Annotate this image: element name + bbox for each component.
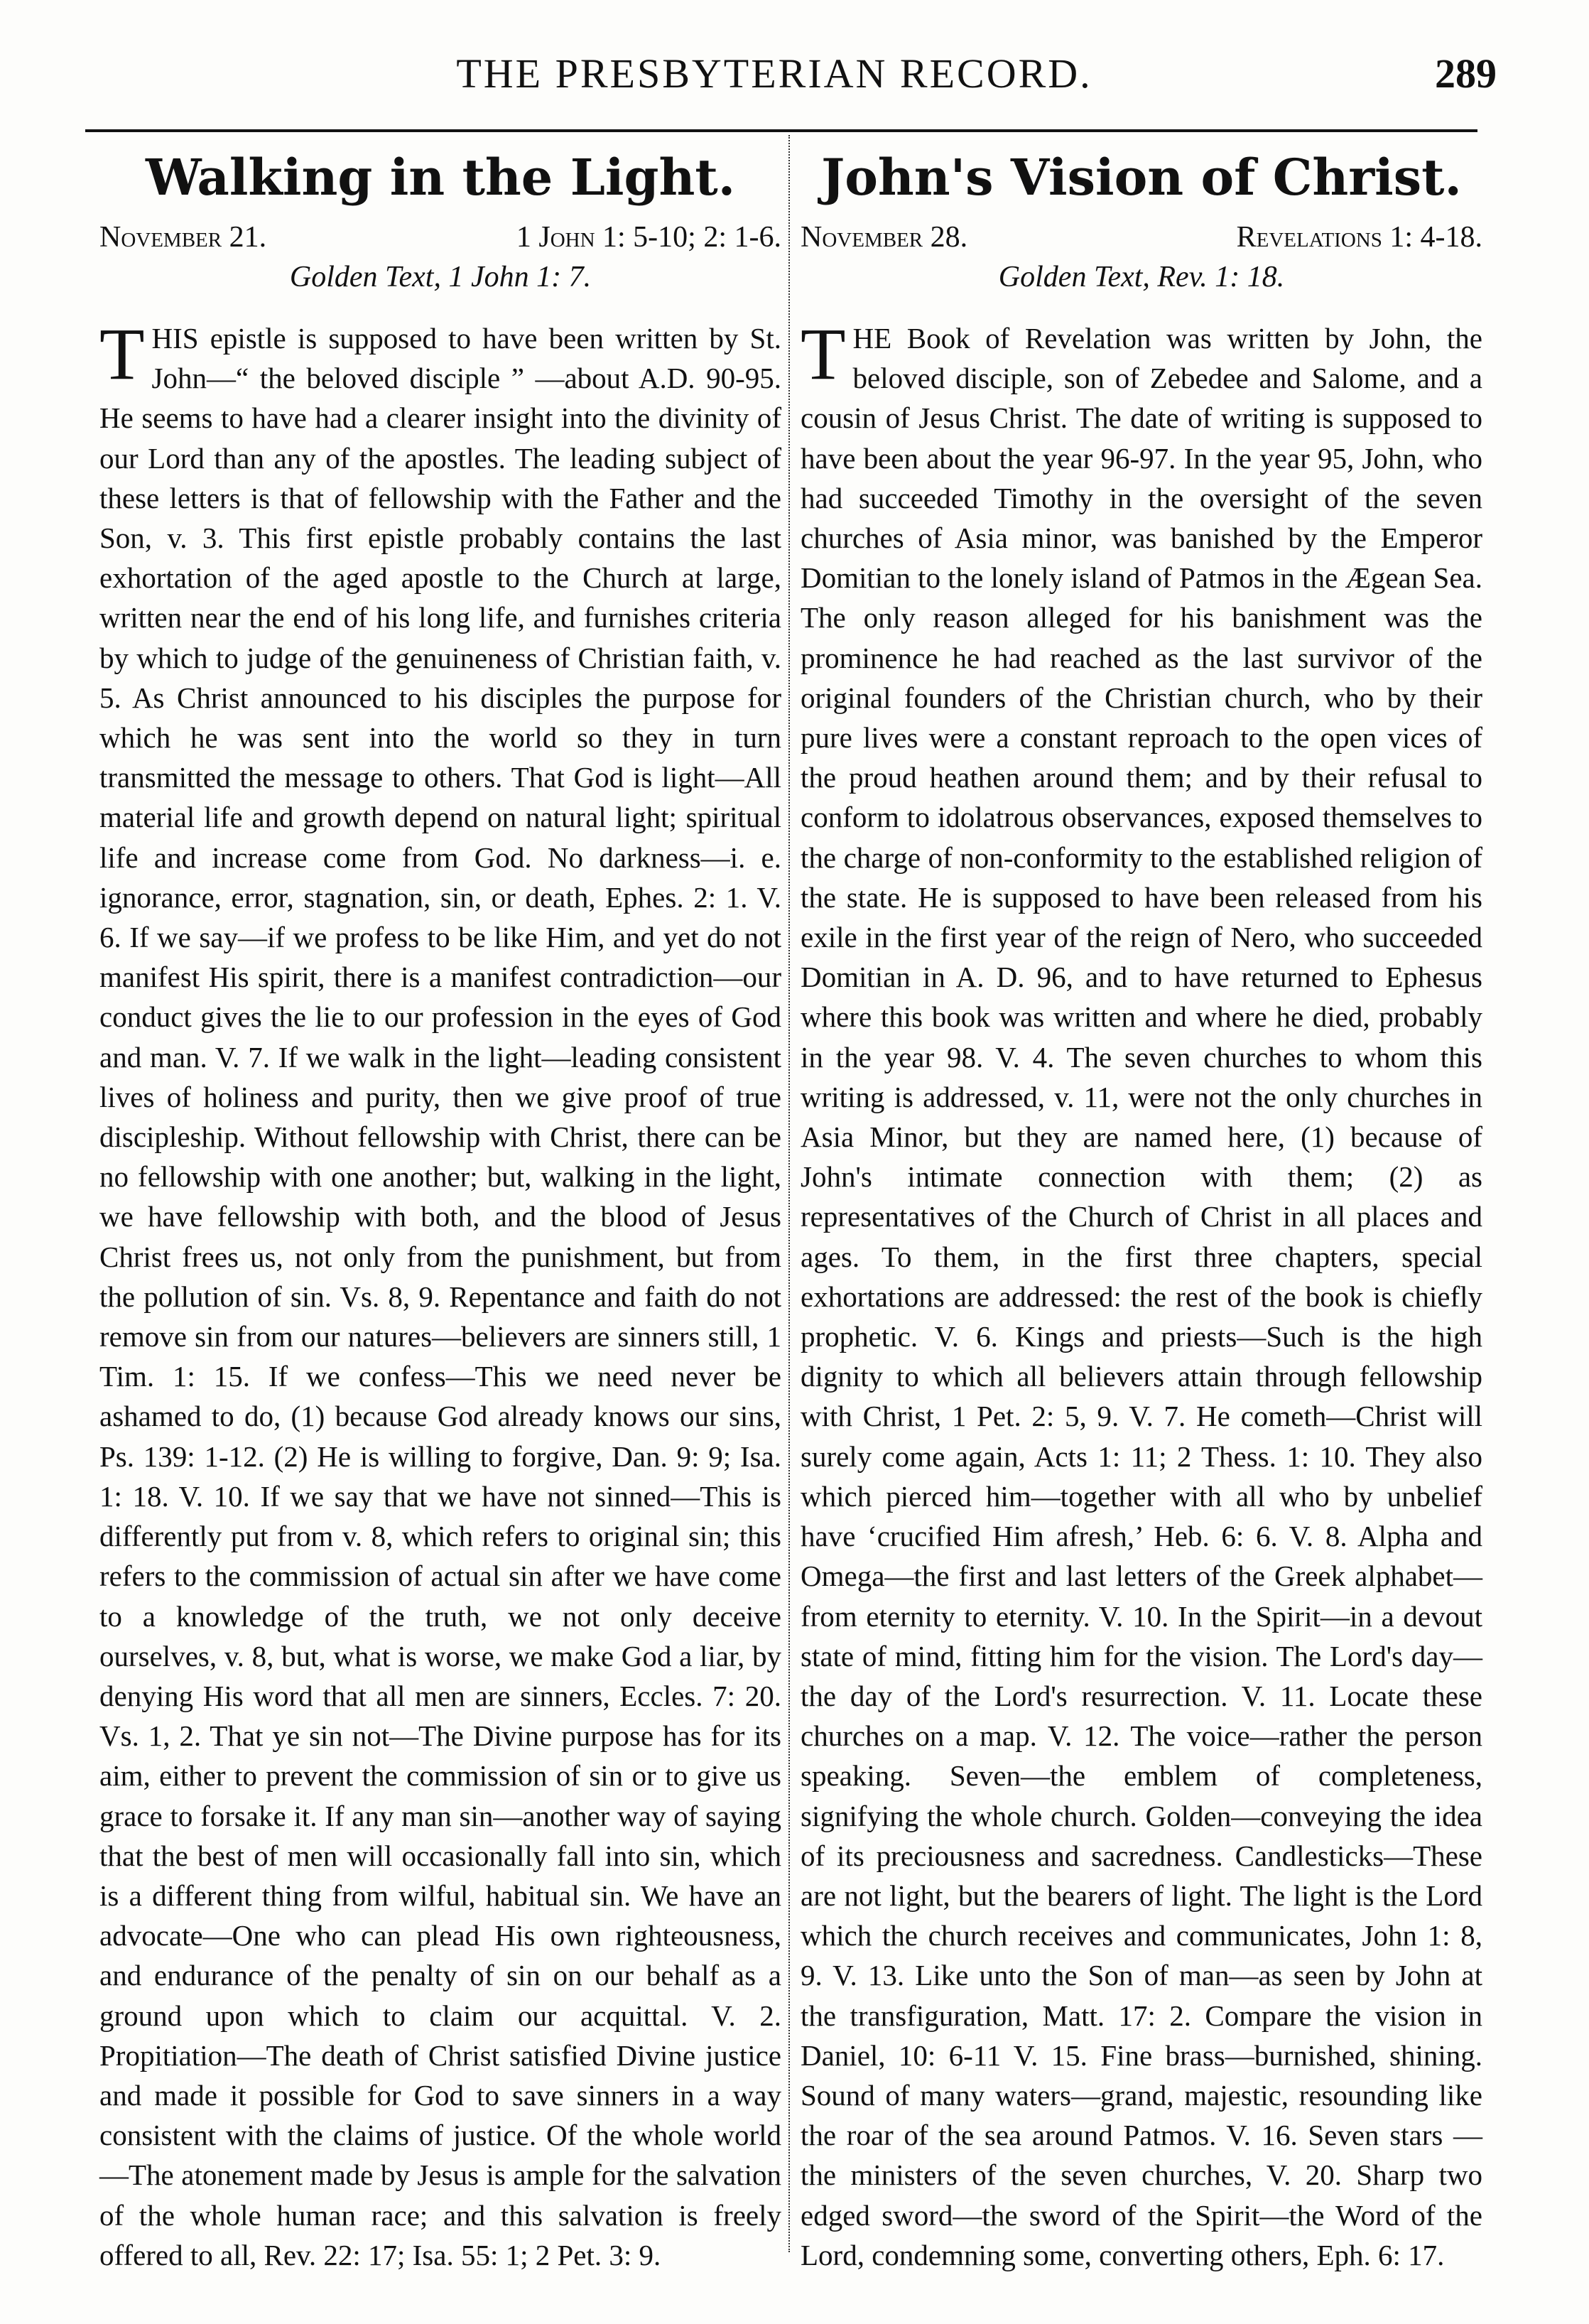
left-lesson-body bbox=[99, 313, 781, 2275]
left-reference-line bbox=[99, 217, 781, 257]
right-reference-line bbox=[801, 217, 1482, 257]
right-drop-cap: T bbox=[801, 313, 846, 395]
left-lesson-title: Walking in the Light. bbox=[145, 148, 736, 207]
left-drop-cap: T bbox=[99, 313, 145, 395]
right-golden-text: Golden Text, Rev. 1: 18. bbox=[998, 261, 1285, 293]
left-body-text: HIS epistle is supposed to have been written by St. John—“ the beloved disciple ” —about A.D. 90-95. He seems to have had a clearer insight into the divinity of our Lord than any of the apostles. The leading subject of these letters is that of fellowship with the Father and the Son, v. 3. This first epistle probably contains the last exhortation of the aged apostle to the Church at large, written near the end of his long life, and furnishes criteria by which to judge of the genuineness of Christian faith, v. 5. As Christ announced to his disciples the purpose for which he was sent into the world so they in turn transmitted the message to others. That God is light—All material life and growth depend on natural light; spiritual life and increase come from God. No darkness—i. e. ignorance, error, stagnation, sin, or death, Ephes. 2: 1. V. 6. If we say—if we profess to be like Him, and yet do not manifest His spirit, there is a manifest contradiction—our conduct gives the lie to our profession in the eyes of God and man. V. 7. If we walk in the light—leading consistent lives of holiness and purity, then we give proof of true discipleship. Without fellowship with Christ, there can be no fellowship with one another; but, walking in the light, we have fellowship with both, and the blood of Jesus Christ frees us, not only from the punishment, but from the pollution of sin. Vs. 8, 9. Repentance and faith do not remove sin from our natures—believers are sinners still, 1 Tim. 1: 15. If we confess—This we need never be ashamed to do, (1) because God already knows our sins, Ps. 139: 1-12. (2) He is willing to forgive, Dan. 9: 9; Isa. 1: 18. V. 10. If we say that we have not sinned—This is differently put from v. 8, which refers to original sin; this refers to the commission of actual sin after we have come to a knowledge of the truth, we not only deceive ourselves, v. 8, but, what is worse, we make God a liar, by denying His word that all men are sinners, Eccles. 7: 20. Vs. 1, 2. That ye sin not—The Divine purpose has for its aim, either to prevent the commission of sin or to give us grace to forsake it. If any man sin—another way of saying that the best of men will occasionally fall into sin, which is a different thing from wilful, habitual sin. We have an advocate—One who can plead His own righteousness, and endurance of the penalty of sin on our behalf as a ground upon which to claim our acquittal. V. 2. Propitiation—The death of Christ satisfied Divine justice and made it possible for God to save sinners in a way consistent with the claims of justice. Of the whole world—The atonement made by Jesus is ample for the salvation of the whole human race; and this salvation is freely offered to all, Rev. 22: 17; Isa. 55: 1; 2 Pet. 3: 9. bbox=[99, 322, 781, 2271]
page-number: 289 bbox=[1435, 50, 1497, 97]
right-lesson-date: November 28. bbox=[801, 221, 968, 254]
running-title: THE PRESBYTERIAN RECORD. bbox=[456, 50, 1092, 97]
left-golden-text: Golden Text, 1 John 1: 7. bbox=[289, 261, 592, 293]
left-lesson-date: November 21. bbox=[99, 221, 267, 254]
header-rule bbox=[85, 129, 1477, 132]
right-lesson-passage: Revelations 1: 4-18. bbox=[1236, 221, 1482, 254]
left-column bbox=[99, 142, 781, 2275]
left-lesson-passage: 1 John 1: 5-10; 2: 1-6. bbox=[516, 221, 781, 254]
right-lesson-title: John's Vision of Christ. bbox=[821, 148, 1462, 207]
right-body-text: HE Book of Revelation was written by John, the beloved disciple, son of Zebedee and Salome, and a cousin of Jesus Christ. The date of writing is supposed to have been about the year 96-97. In the year 95, John, who had succeeded Timothy in the oversight of the seven churches of Asia minor, was banished by the Emperor Domitian to the lonely island of Patmos in the Ægean Sea. The only reason alleged for his banishment was the prominence he had reached as the last survivor of the original founders of the Christian church, who by their pure lives were a constant reproach to the open vices of the proud heathen around them; and by their refusal to conform to idolatrous observances, exposed themselves to the charge of non-conformity to the established religion of the state. He is supposed to have been released from his exile in the first year of the reign of Nero, who succeeded Domitian in A. D. 96, and to have returned to Ephesus where this book was written and where he died, probably in the year 98. V. 4. The seven churches to whom this writing is addressed, v. 11, were not the only churches in Asia Minor, but they are named here, (1) because of John's intimate connection with them; (2) as representatives of the Church of Christ in all places and ages. To them, in the first three chapters, special exhortations are addressed: the rest of the book is chiefly prophetic. V. 6. Kings and priests—Such is the high dignity to which all believers attain through fellowship with Christ, 1 Pet. 2: 5, 9. V. 7. He cometh—Christ will surely come again, Acts 1: 11; 2 Thess. 1: 10. They also which pierced him—together with all who by unbelief have ‘crucified Him afresh,’ Heb. 6: 6. V. 8. Alpha and Omega—the first and last letters of the Greek alphabet—from eternity to eternity. V. 10. In the Spirit—in a devout state of mind, fitting him for the vision. The Lord's day—the day of the Lord's resurrection. V. 11. Locate these churches on a map. V. 12. The voice—rather the person speaking. Seven—the emblem of completeness, signifying the whole church. Golden—conveying the idea of its preciousness and sacredness. Candlesticks—These are not light, but the bearers of light. The light is the Lord which the church receives and communicates, John 1: 8, 9. V. 13. Like unto the Son of man—as seen by John at the transfiguration, Matt. 17: 2. Compare the vision in Daniel, 10: 6-11 V. 15. Fine brass—burnished, shining. Sound of many waters—grand, majestic, resounding like the roar of the sea around Patmos. V. 16. Seven stars — the ministers of the seven churches, V. 20. Sharp two edged sword—the sword of the Spirit—the Word of the Lord, condemning some, converting others, Eph. 6: 17. bbox=[801, 322, 1482, 2271]
column-divider bbox=[788, 135, 790, 2252]
right-column bbox=[801, 142, 1482, 2275]
right-lesson-body bbox=[801, 313, 1482, 2275]
